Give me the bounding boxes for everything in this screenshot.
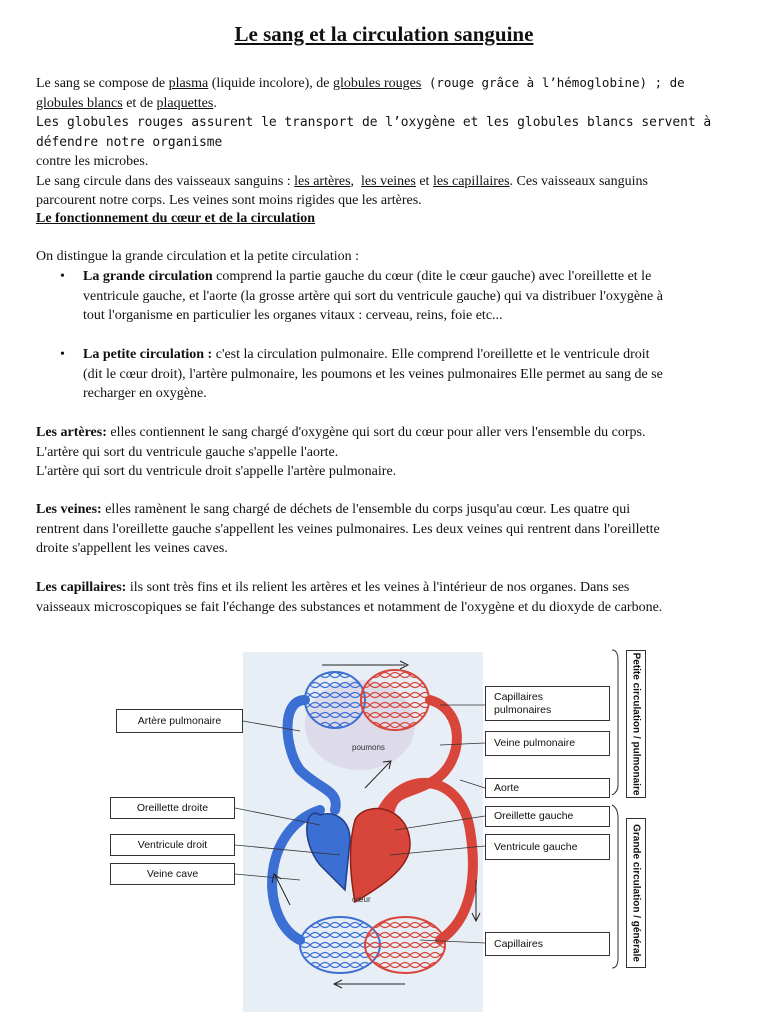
text-line: rentrent dans l'oreillette gauche s'appellent les veines pulmonaires. Les deux veines qui rentrent dans l'oreillette [36,521,660,537]
bullet-title: La petite circulation : [83,347,213,362]
text: et de [122,95,157,111]
text-line: L'artère qui sort du ventricule droit s'appelle l'artère pulmonaire. [36,464,397,479]
distinguish-line: On distingue la grande circulation et la petite circulation : [36,249,360,264]
text: elles contiennent le sang chargé d'oxygène qui sort du cœur pour aller vers l'ensemble du corps. [106,425,646,440]
arteres-paragraph [36,423,736,482]
label-line: pulmonaires [494,703,552,716]
text: (rouge grâce à l’hémoglobine) ; de [421,75,685,90]
bullet-icon: • [60,347,65,362]
bullet-grande [36,267,736,326]
veines-paragraph [36,500,736,559]
text: (liquide incolore), de [208,76,334,91]
text: Le sang se compose de [36,76,169,91]
text: c'est la circulation pulmonaire. Elle comprend l'oreillette et le ventricule droit [212,347,650,362]
term-veines: les veines [361,173,416,189]
text-line: parcourent notre corps. Les veines sont moins rigides que les artères. [36,193,422,208]
text-line: Les globules rouges assurent le transport de l’oxygène et les globules blancs servent à défendre notre organisme [36,115,712,150]
label-ventricule-droit: Ventricule droit [110,834,235,856]
label-artere-pulmonaire: Artère pulmonaire [116,709,243,733]
circulation-diagram [0,640,768,1020]
text-line: recharger en oxygène. [83,386,207,401]
section-title: Le fonctionnement du cœur et de la circulation [36,211,316,226]
bracket-text: Petite circulation / pulmonaire [630,652,642,796]
coeur-label: cœur [352,895,371,904]
text-line: vaisseaux microscopiques se fait l'échange des substances et notamment de l'oxygène et du dioxyde de carbone. [36,599,663,615]
text-line: contre les microbes. [36,154,149,169]
para-title: Les artères: [36,425,107,440]
page-title: Le sang et la circulation sanguine [234,22,534,46]
label-oreillette-droite: Oreillette droite [110,797,235,819]
para-title: Les veines: [36,502,102,517]
circulation-illustration [0,640,768,1020]
text: , [350,173,362,189]
bullet-icon: • [60,269,65,284]
para-title: Les capillaires: [36,580,127,595]
bullet-title: La grande circulation [83,269,213,284]
petite-circulation-label [626,650,646,798]
term-arteres: les artères [294,173,351,189]
intro-paragraph [36,73,736,211]
capillaires-paragraph [36,578,736,617]
text-line: (dit le cœur droit), l'artère pulmonaire, les poumons et les veines pulmonaires Elle permet au sang de se [83,366,663,382]
label-capillaires: Capillaires [485,932,610,956]
lung-capillaries-left [305,672,365,728]
term-plasma: plasma [168,76,209,91]
term-plaquettes: plaquettes [156,95,214,111]
label-veine-pulmonaire: Veine pulmonaire [485,731,610,756]
text-line: L'artère qui sort du ventricule gauche s'appelle l'aorte. [36,444,339,460]
term-globules-blancs: globules blancs [36,95,123,111]
text: elles ramènent le sang chargé de déchets de l'ensemble du corps jusqu'au cœur. Les quatre qui [101,502,631,517]
bracket-text: Grande circulation / générale [630,824,642,962]
bullet-petite [36,345,736,404]
text-line: ventricule gauche, et l'aorte (la grosse artère qui sort du ventricule gauche) qui va distribuer l'oxygène à [83,288,663,304]
label-ventricule-gauche: Ventricule gauche [485,834,610,860]
label-aorte: Aorte [485,778,610,798]
grande-circulation-label [626,818,646,968]
text: comprend la partie gauche du cœur (dite le cœur gauche) avec l'oreillette et le [212,269,652,284]
label-capillaires-pulmonaires [485,686,610,721]
poumons-label: poumons [352,743,385,752]
text: . Ces vaisseaux sanguins [509,173,648,189]
term-globules-rouges: globules rouges [333,76,422,91]
text: et [415,173,433,189]
text: . [213,95,217,111]
lung-capillaries-right [361,670,429,730]
text: ils sont très fins et ils relient les artères et les veines à l'intérieur de nos organes. Dans ses [126,580,630,595]
brackets [612,650,618,968]
text-line: droite s'appellent les veines caves. [36,541,228,556]
term-capillaires: les capillaires [432,173,510,189]
body-capillaries-right [365,917,445,973]
label-oreillette-gauche: Oreillette gauche [485,806,610,827]
label-veine-cave: Veine cave [110,863,235,885]
label-line: Capillaires [494,690,544,703]
text-line: tout l'organisme en particulier les organes vitaux : cerveau, reins, foie etc... [83,308,503,323]
text: Le sang circule dans des vaisseaux sanguins : [36,173,295,189]
